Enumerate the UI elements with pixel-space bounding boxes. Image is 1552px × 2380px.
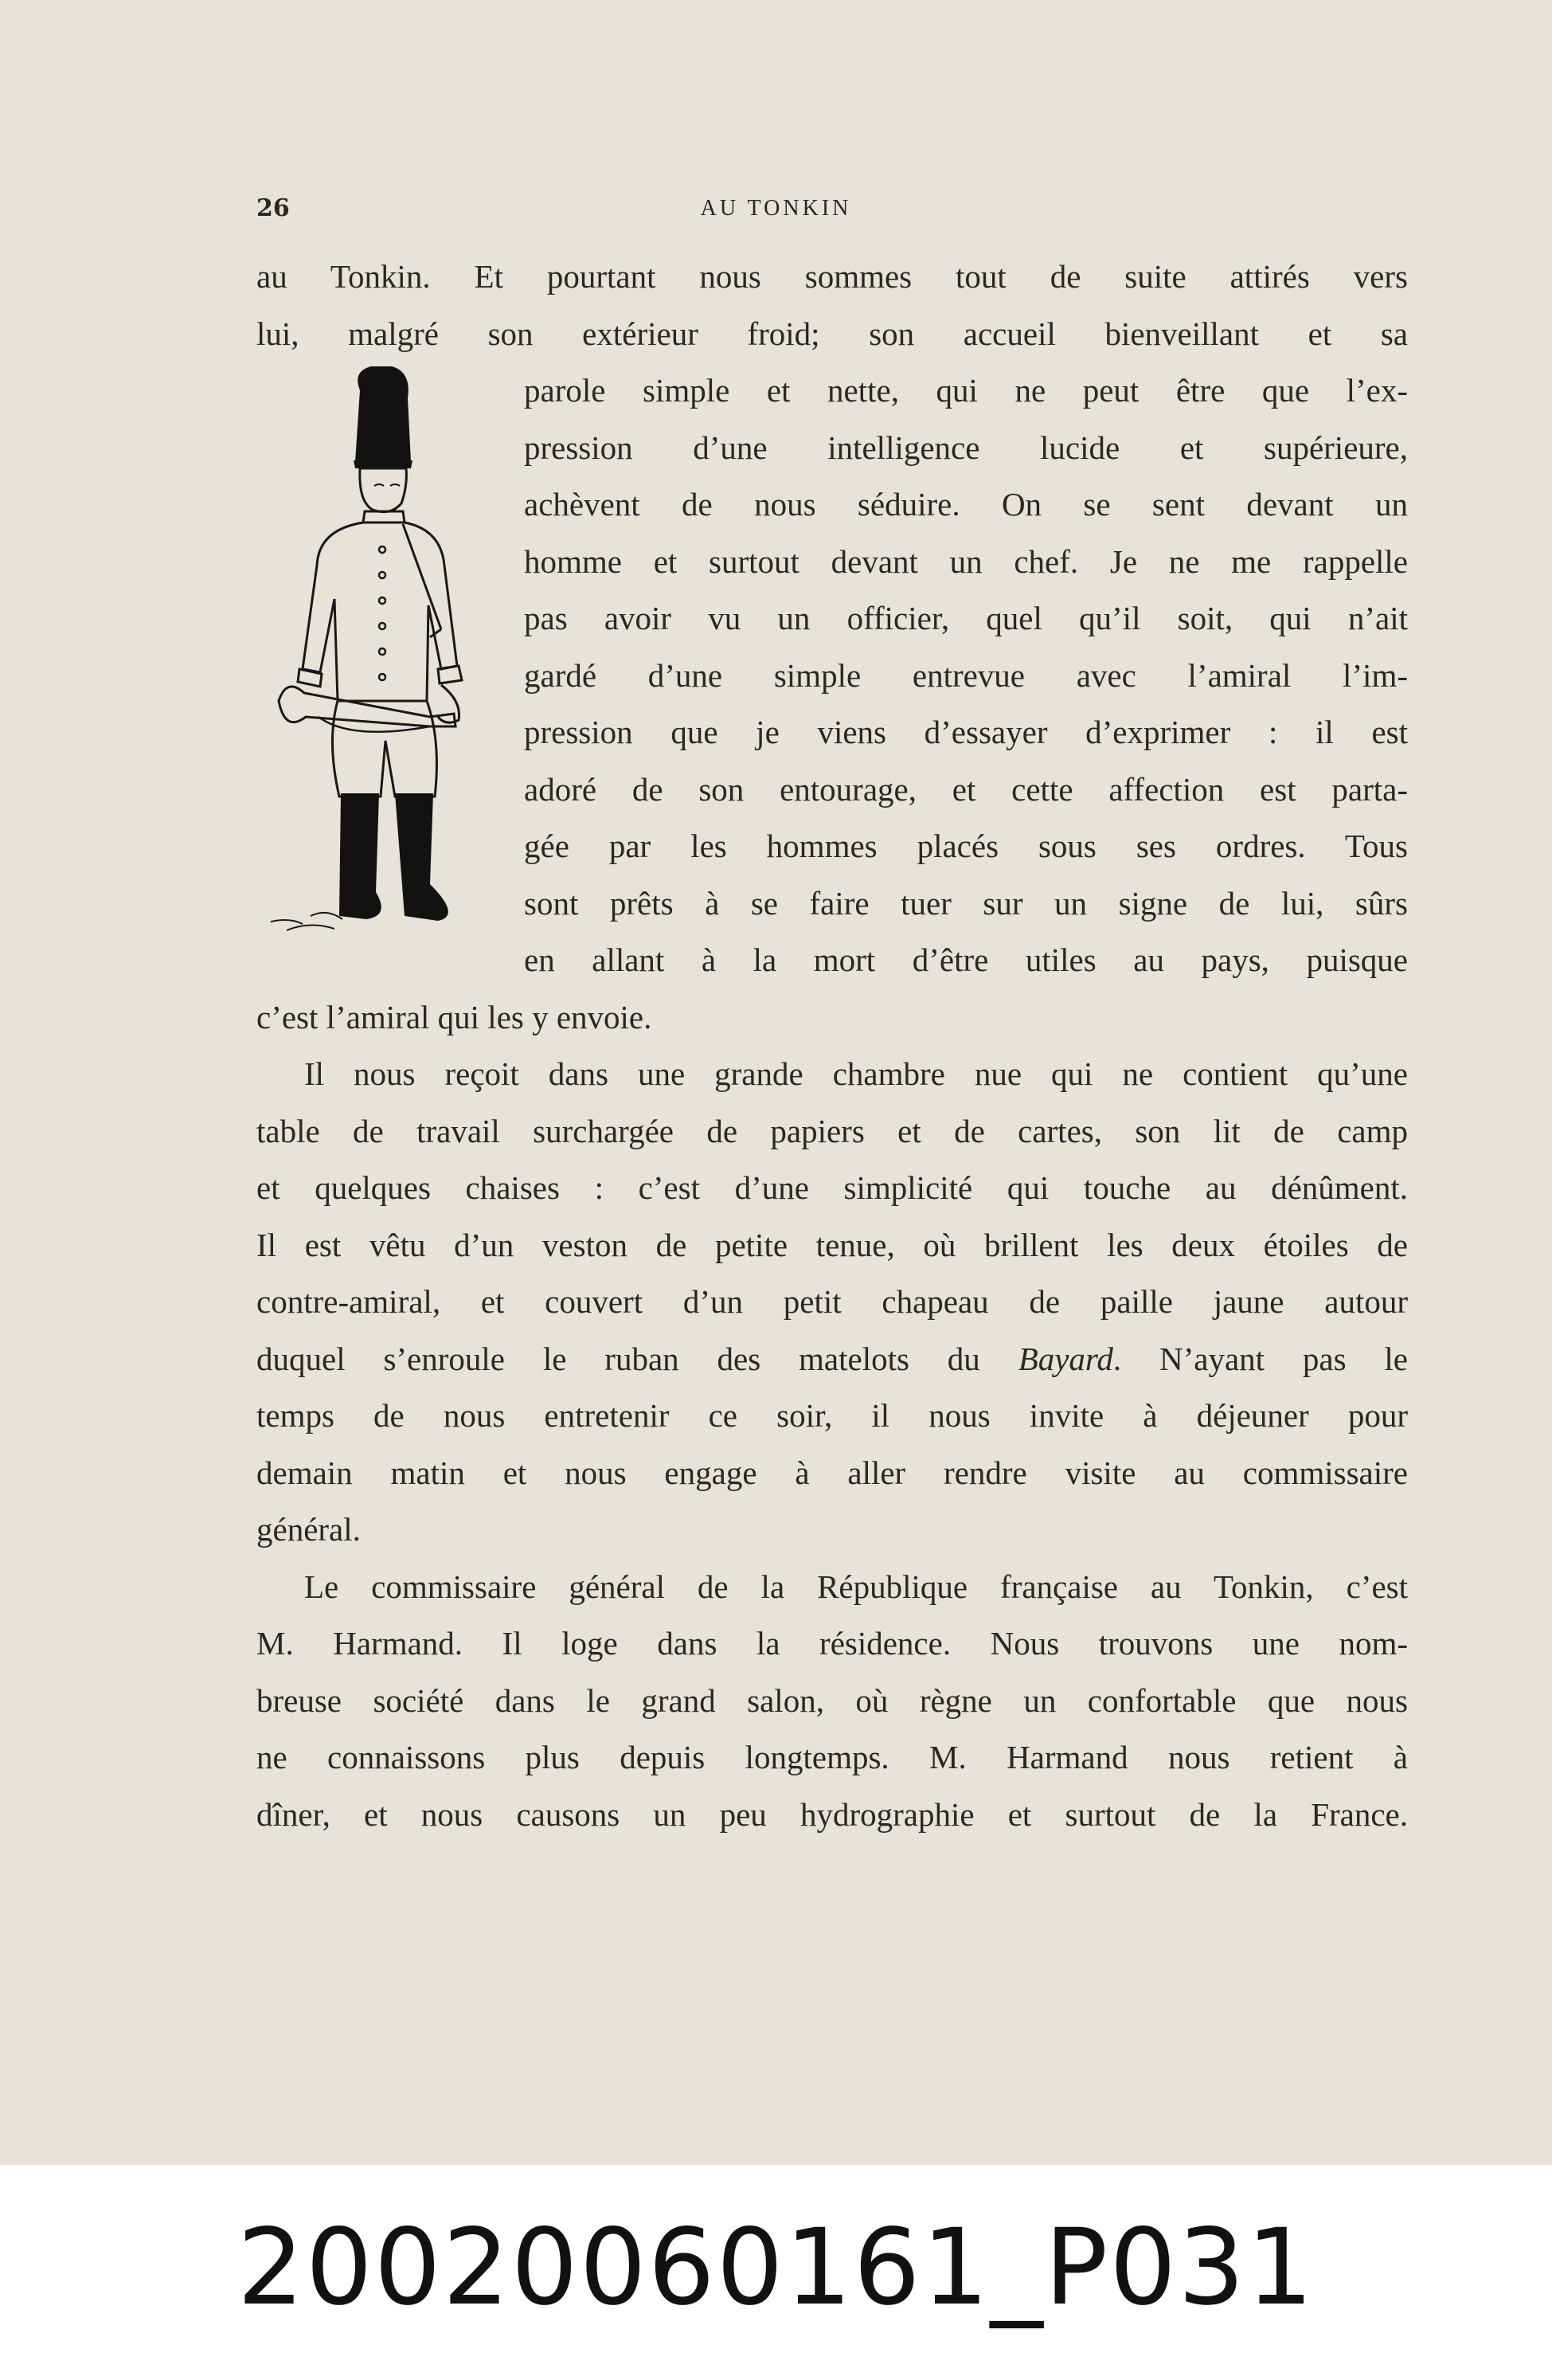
text-line: c’est l’amiral qui les y envoie. <box>256 998 652 1035</box>
text-segment: duquel s’enroule le ruban des matelots du <box>256 1340 980 1377</box>
text-line: lui, malgré son extérieur froid; son accueil bienveillant et sa <box>256 315 1408 352</box>
text-line: au Tonkin. Et pourtant nous sommes tout de suite attirés vers <box>256 258 1408 295</box>
text-line: contre-amiral, et couvert d’un petit chapeau de paille jaune autour <box>256 1283 1408 1320</box>
text-line <box>256 1331 1408 1388</box>
text-line: M. Harmand. Il loge dans la résidence. Nous trouvons une nom- <box>256 1625 1408 1662</box>
text-line: Il nous reçoit dans une grande chambre nue qui ne contient qu’une <box>304 1055 1408 1092</box>
document-id: 20020060161_P031 <box>237 2206 1315 2329</box>
text-segment: . N’ayant pas le <box>1112 1340 1408 1377</box>
text-line: sont prêts à se faire tuer sur un signe de lui, sûrs <box>524 884 1408 922</box>
text-line: en allant à la mort d’être utiles au pays, puisque <box>524 941 1408 978</box>
page-number: 26 <box>256 194 290 222</box>
ship-name: Bayard <box>1018 1340 1113 1377</box>
text-line: ne connaissons plus depuis longtemps. M. Harmand nous retient à <box>256 1739 1408 1775</box>
text-line: Le commissaire général de la République française au Tonkin, c’est <box>304 1568 1408 1605</box>
text-line: Il est vêtu d’un veston de petite tenue, où brillent les deux étoiles de <box>256 1226 1408 1263</box>
body-text <box>256 249 1408 1843</box>
text-line: et quelques chaises : c’est d’une simplicité qui touche au dénûment. <box>256 1169 1408 1206</box>
text-line: parole simple et nette, qui ne peut être que l’ex- <box>524 372 1408 409</box>
page-header <box>0 194 1552 229</box>
text-line: pression que je viens d’essayer d’exprimer : il est <box>524 714 1408 750</box>
text-line: pas avoir vu un officier, quel qu’il soit, qui n’ait <box>524 600 1408 636</box>
text-line: achèvent de nous séduire. On se sent devant un <box>524 486 1408 523</box>
running-head: AU TONKIN <box>700 196 852 221</box>
text-line: général. <box>256 1511 361 1548</box>
text-line: adoré de son entourage, et cette affection est parta- <box>524 770 1408 808</box>
text-line: breuse société dans le grand salon, où règne un confortable que nous <box>256 1681 1408 1719</box>
text-line: gée par les hommes placés sous ses ordres. Tous <box>524 828 1408 864</box>
text-line: demain matin et nous engage à aller rendre visite au commissaire <box>256 1454 1408 1491</box>
text-line: dîner, et nous causons un peu hydrographie et surtout de la France. <box>256 1795 1408 1833</box>
text-line: table de travail surchargée de papiers et de cartes, son lit de camp <box>256 1112 1408 1149</box>
text-line: homme et surtout devant un chef. Je ne me rappelle <box>524 542 1408 580</box>
text-line: pression d’une intelligence lucide et supérieure, <box>524 429 1408 466</box>
text-line: temps de nous entretenir ce soir, il nous invite à déjeuner pour <box>256 1397 1408 1434</box>
text-line: gardé d’une simple entrevue avec l’amiral l’im- <box>524 656 1408 694</box>
